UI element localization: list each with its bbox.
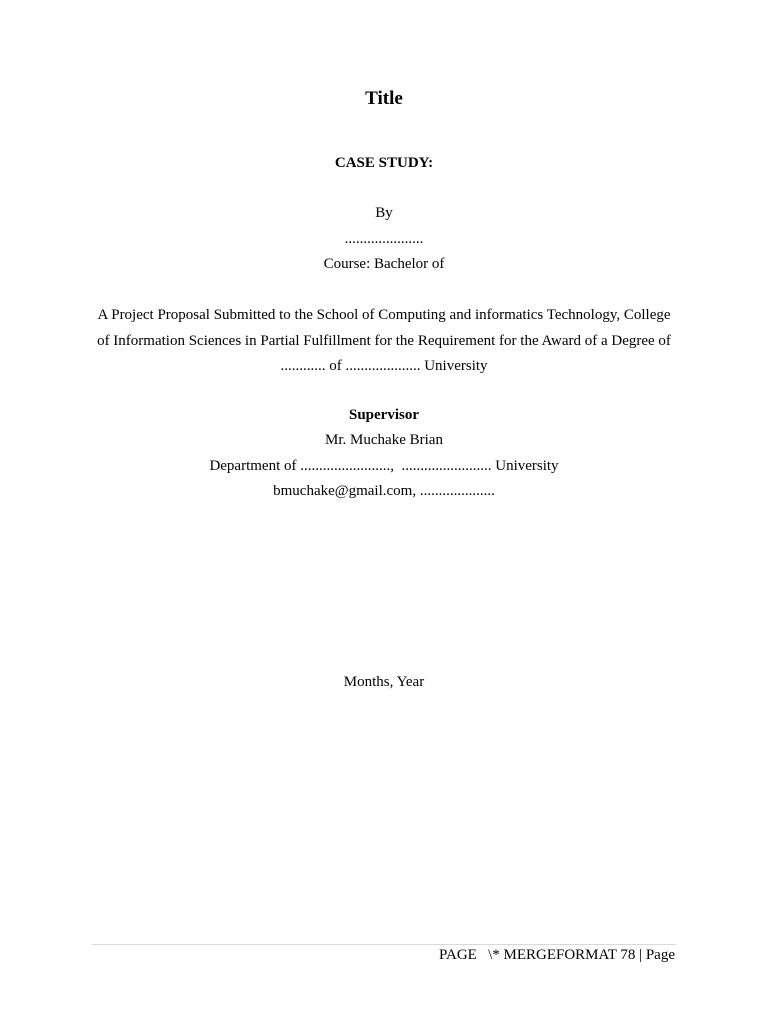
supervisor-heading: Supervisor [348,407,419,423]
department-line: Department of ........................, ........................ University [209,458,559,474]
supervisor-name: Mr. Muchake Brian [325,432,443,448]
author-placeholder: ..................... [344,231,424,247]
course-line: Course: Bachelor of [323,256,445,272]
footer-page-field: PAGE \* MERGEFORMAT 78 | Page [439,947,675,963]
by-label: By [375,205,393,221]
date-line: Months, Year [343,674,425,690]
case-study-heading: CASE STUDY: [334,155,434,171]
footer-divider [92,944,676,945]
proposal-paragraph: A Project Proposal Submitted to the School of Computing and informatics Technology, College of Information Sciences in Partial Fulfillment for the Requirement for the Award of a Degree of ............ of .................... University [97,307,671,374]
contact-line: bmuchake@gmail.com, .................... [273,483,495,499]
page-title: Title [365,88,403,109]
